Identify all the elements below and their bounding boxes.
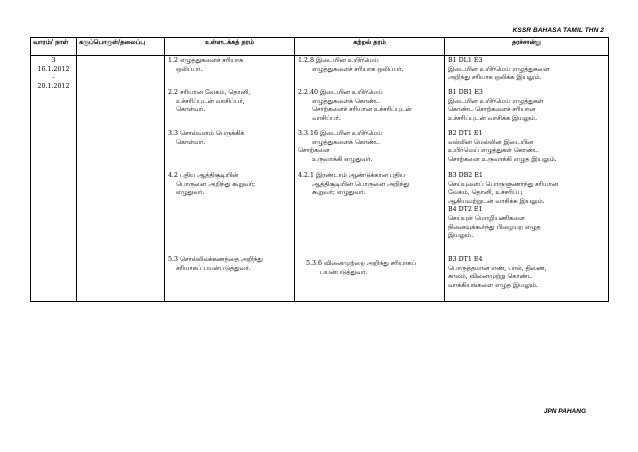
- content-item: 4.2 புதிய ஆத்திசூடியின் பொருளை அறிந்து கூறுவர்; எழுதுவர்.: [168, 172, 256, 197]
- table-row: [31, 56, 609, 302]
- learning-item: 5.3.6 வினைமுற்றை அறிந்து சரியாகப் பயன்படுத்துவர்.: [306, 260, 417, 276]
- content-item: 3.3 சொல்வளம் பெருக்கிக் கொள்வர்.: [168, 130, 245, 146]
- content-item: 2.2 சரியான வேகம், தொனி, உச்சரிப்புடன் வாசிப்பர், கொள்வர்.: [168, 89, 251, 114]
- week-date-separator: -: [52, 74, 55, 82]
- week-cell: [31, 56, 77, 302]
- week-number: 3: [51, 57, 56, 64]
- evidence-item: B3 DT1 E4 பொருத்தமான எண், பால், திணை, காலம், வினைமுற்று கொண்ட வாக்கியங்களை எழுத இயலும்.: [448, 256, 547, 289]
- evidence-item: B3 DB2 E1 செய்யுளைப் பொருளுணர்ந்து சரியான வேகம், தொனி, உச்சரிப்பு ஆகியவற்றுடன் வாசிக்க இயலும். B4 DT2 E1 செய்யுள் மொழியணிகளை நினைவுக்கூர்ந்து பிழையற எழுத இயலும்.: [448, 172, 558, 240]
- learning-item: 3.3.16 இடையின உயிர்மெய் எழுத்துகளைக் கொண்ட சொற்களை உருவாக்கி எழுதுவர்.: [298, 130, 383, 163]
- document-header: KSSR BAHASA TAMIL THN 2: [512, 27, 604, 34]
- column-header-theme: கருப்பொருள்/தலைப்பு: [77, 38, 165, 56]
- column-header-evidence: தரச்சான்று: [445, 38, 609, 56]
- theme-cell: [77, 56, 165, 302]
- learning-item: 2.2.40 இடையின உயிர்மெய் எழுத்துகளைக் கொண்ட சொற்களைச் சரியான உச்சரிப்புடன் வாசிப்பர்.: [298, 89, 412, 122]
- evidence-item: B1 DB1 E3 இடையின உயிர்மெய் எழுத்துகள் கொண்ட சொற்களைச் சரியான உச்சரிப்புடன் வாசிக்க இயலும்.: [448, 89, 544, 122]
- week-end-date: 20.1.2012: [37, 82, 70, 90]
- evidence-item: B1 DL1 E3 இடையின உயிர்மெய் எழுத்துகளை அறிந்து சரியாக ஒலிக்க இயலும்.: [448, 57, 550, 82]
- column-header-content-standard: உள்ளடக்கத் தரம்: [165, 38, 295, 56]
- evidence-item: B2 DT1 E1 வல்லின மெல்லின இடையின உயிர்மெய் எழுத்துகள் கொண்ட சொற்களை உருவாக்கி எழுத இயலும்.: [448, 130, 557, 163]
- learning-item: 4.2.1 இரண்டாம் ஆண்டுக்கான புதிய ஆத்திசூடியின் பொருளை அறிந்து கூறுவர்; எழுதுவர்.: [298, 172, 410, 197]
- column-header-week: வாரம்/ நாள்: [31, 38, 77, 56]
- learning-standard-cell: [295, 56, 445, 302]
- column-header-learning-standard: கற்றல் தரம்: [295, 38, 445, 56]
- content-item: 1.2 எழுத்துகளைச் சரியாக ஒலிப்பர்.: [168, 57, 244, 73]
- document-footer: JPN PAHANG: [543, 408, 586, 415]
- content-item: 5.3 சொல்லிலக்கணத்தை அறிந்து சரியாகப் பயன்படுத்துவர்.: [168, 256, 263, 272]
- lesson-plan-table: [30, 37, 609, 302]
- table-header-row: [31, 38, 609, 56]
- week-start-date: 16.1.2012: [37, 65, 70, 73]
- learning-item: 1.2.8 இடையின உயிர்மெய் எழுத்துகளைச் சரியாக ஒலிப்பர்.: [298, 57, 404, 73]
- evidence-cell: [445, 56, 609, 302]
- content-standard-cell: [165, 56, 295, 302]
